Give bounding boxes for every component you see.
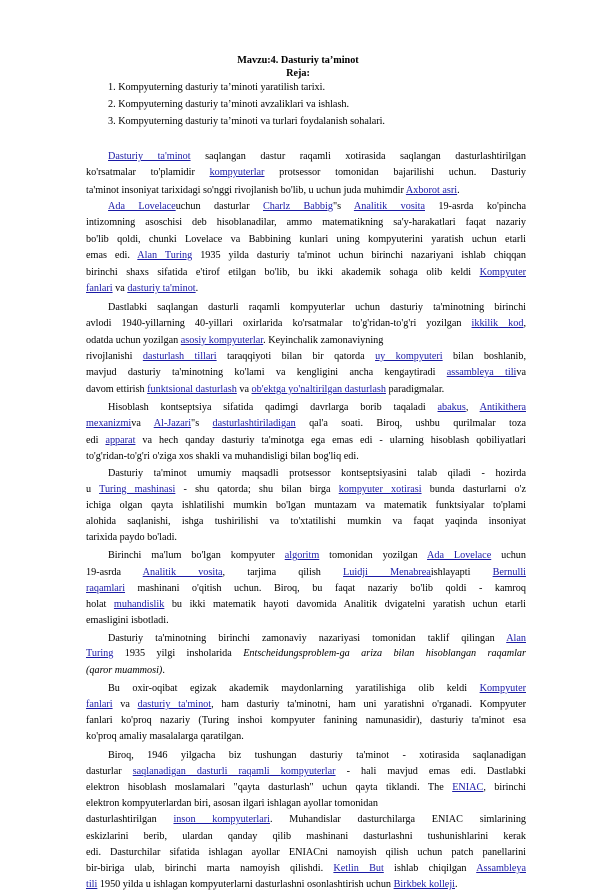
text-run: tomonidan yozilgan: [319, 550, 428, 561]
wiki-link[interactable]: dasturlashtiriladigan: [212, 418, 296, 429]
wiki-link[interactable]: assambleya tili: [446, 367, 517, 378]
wiki-link[interactable]: kompyuterlar: [209, 167, 265, 178]
paragraph-line: [86, 699, 526, 711]
paragraph-line: [86, 185, 460, 197]
wiki-link[interactable]: Turing: [86, 648, 114, 659]
wiki-link[interactable]: Bernulli: [492, 567, 526, 578]
text-run: Birinchi ma'lum bo'lgan kompyuter: [108, 550, 285, 561]
text-run: 1935 yilda dasturiy ta'minot uchun birinchi nazariyani ishlab chiqqan: [192, 250, 526, 261]
text-run: edi: [86, 435, 106, 446]
paragraph-line: [86, 782, 526, 794]
text-run: 19-asrda: [86, 567, 143, 578]
paragraph-line: [86, 665, 165, 677]
text-run: mavjud dasturiy ta'minotning ko'lami va kengligini ancha kengaytiradi: [86, 367, 447, 378]
text-run: Dastlabki saqlangan dasturli raqamli kompyuterlar uchun dasturiy ta'minotning birinchi: [108, 302, 526, 313]
text-run: - hali mavjud emas edi. Dastlabki: [335, 766, 526, 777]
text-run: saqlangan dastur raqamli xotirasida saqlangan dasturlashtirilgan: [190, 151, 527, 162]
text-run: va: [112, 283, 128, 294]
paragraph-line: [86, 648, 526, 660]
wiki-link[interactable]: Assambleya: [476, 863, 526, 874]
text-run: ta'minot insoniyat tarixidagi so'nggi rivojlanish bo'lib, u uchun juda muhimdir: [86, 185, 406, 196]
text-run: Biroq, 1946 yilgacha biz tushungan dasturiy ta'minot - xotirasida saqlanadigan: [108, 750, 526, 761]
paragraph-line: [86, 335, 383, 347]
paragraph-line: [86, 798, 378, 810]
text-run: edi. Dasturchilar sifatida ishlagan ayollar ENIACni namoyish qilish uchun patch panellarini: [86, 847, 526, 858]
paragraph-line: [86, 351, 526, 363]
text-run: bunda dasturlarni o'z: [421, 484, 526, 495]
text-run: .: [162, 665, 165, 676]
text-run: rivojlanishi: [86, 351, 143, 362]
text-run: dasturlar: [86, 766, 133, 777]
text-run: ,: [465, 402, 480, 413]
text-run: to'g'ridan-to'g'ri o'ziga xos shakli va muhandisligi bilan bog'liq edi.: [86, 451, 359, 462]
paragraph-line: [86, 583, 526, 595]
text-run: uchun: [491, 550, 526, 561]
paragraph-line: [86, 731, 244, 743]
wiki-link[interactable]: Ada Lovelace: [427, 550, 492, 561]
text-run: alohida saqlanishi, ishga tushirilishi va to'xtatilishi mumkin va faqat yaqinda insoniyat: [86, 516, 526, 527]
paragraph-line: [86, 267, 526, 279]
text-run: ko'rsatmalar to'plamidir: [86, 167, 210, 178]
text-run: va: [131, 418, 154, 429]
text-run: bu ikki matematik hayoti davomida Analitik dvigatelni yaratish uchun etarli: [164, 599, 527, 610]
paragraph-line: [86, 367, 526, 379]
text-run: Hisoblash kontseptsiya sifatida qadimgi davrlarga borib taqaladi: [108, 402, 438, 413]
text-run: . Keyinchalik zamonaviyning: [263, 335, 384, 346]
plan-item: 3. Kompyuterning dasturiy ta’minoti va turlari foydalanish sohalari.: [108, 116, 385, 127]
paragraph-line: [86, 384, 444, 396]
text-run: ,: [523, 318, 526, 329]
wiki-link[interactable]: Al-Jazari: [153, 418, 192, 429]
text-run: .: [195, 283, 199, 294]
text-run: , birinchi: [483, 782, 526, 793]
wiki-link[interactable]: Ketlin But: [333, 863, 384, 874]
text-run: elektron hisoblash moslamalari "qayta dasturlash" uchun qayta tiklandi. The: [86, 782, 453, 793]
text-run: fanlari ko'proq nazariy (Turing inshoi kompyuter fanining namunasidir), dasturiy ta'minot esa: [86, 715, 526, 726]
text-run: 19-asrda ko'pincha: [425, 201, 526, 212]
paragraph-line: [86, 435, 526, 447]
document-title: Mavzu:4. Dasturiy ta’minot: [237, 55, 359, 66]
wiki-link[interactable]: Dasturiy ta'minot: [108, 151, 191, 162]
paragraph-line: [86, 879, 458, 891]
paragraph-line: [86, 567, 526, 579]
paragraph-line: [86, 234, 526, 246]
paragraph-line: [86, 516, 526, 528]
text-run: protsessor tomonidan bajarilishi uchun. Dasturiy: [264, 167, 527, 178]
text-run: elektron kompyuterlardan biri, asosan ilgari ishlagan ayollar tomonidan: [86, 798, 378, 809]
paragraph-line: [86, 318, 526, 330]
paragraph-first-line: [108, 151, 526, 163]
wiki-link[interactable]: kompyuter xotirasi: [338, 484, 422, 495]
paragraph-line: [86, 500, 526, 512]
text-run: tarixida paydo bo'ladi.: [86, 532, 177, 543]
text-run: emas edi.: [86, 250, 138, 261]
wiki-link[interactable]: Luidji Menabrea: [343, 567, 431, 578]
wiki-link[interactable]: Kompyuter: [479, 267, 526, 278]
wiki-link[interactable]: dasturiy ta'minot: [127, 283, 196, 294]
wiki-link[interactable]: Analitik vosita: [142, 567, 223, 578]
text-run: eskizlarini berib, ulardan qanday qilib mashinani dasturlashni tushunishlarini kerak: [86, 831, 526, 842]
text-run: odatda uchun yozilgan: [86, 335, 181, 346]
wiki-link[interactable]: mexanizmi: [86, 418, 132, 429]
wiki-link[interactable]: Axborot asri: [405, 185, 458, 196]
paragraph-line: [86, 599, 526, 611]
text-run: va: [112, 699, 138, 710]
wiki-link[interactable]: Antikithera: [479, 402, 526, 413]
wiki-link[interactable]: algoritm: [284, 550, 320, 561]
text-run: birinchi shaxs sifatida e'tirof etilgan bo'lib, bu ikki akademik sohaga olib keldi: [86, 267, 480, 278]
wiki-link[interactable]: dasturlash tillari: [142, 351, 217, 362]
text-run: 1935 yilgi insholarida: [113, 648, 244, 659]
text-run: va: [236, 384, 252, 395]
paragraph-first-line: [108, 550, 526, 562]
text-run: intizomning asoschisi deb hisoblanadilar, ammo matematikning sa'y-harakatlari faqat nazariy: [86, 217, 526, 228]
text-run: , ham dasturiy ta'minotni, ham uni yaratishni o'rganadi. Kompyuter: [211, 699, 526, 710]
text-run: ishlayapti: [430, 567, 493, 578]
text-run: u: [86, 484, 100, 495]
wiki-link[interactable]: Turing mashinasi: [99, 484, 176, 495]
wiki-link[interactable]: apparat: [105, 435, 136, 446]
wiki-link[interactable]: ob'ektga yo'naltirilgan dasturlash: [251, 384, 386, 395]
paragraph-line: [86, 715, 526, 727]
paragraph-first-line: [108, 201, 526, 213]
paragraph-first-line: [108, 402, 526, 414]
plan-heading: Reja:: [286, 68, 310, 79]
wiki-link[interactable]: muhandislik: [113, 599, 165, 610]
wiki-link[interactable]: ikkilik kod: [471, 318, 524, 329]
paragraph-line: [86, 283, 198, 295]
wiki-link[interactable]: ENIAC: [452, 782, 484, 793]
text-run: Dasturiy ta'minot umumiy maqsadli protsessor kontseptsiyasini talab qiladi - hozirda: [108, 468, 526, 479]
text-run: va hech qanday dasturiy ta'minotga ega emas edi - ularning hisoblash qobiliyatlari: [135, 435, 526, 446]
wiki-link[interactable]: asosiy kompyuterlar: [180, 335, 264, 346]
paragraph-line: [86, 418, 526, 430]
text-run: .: [457, 185, 460, 196]
text-run: . Muhandislar dasturchilarga ENIAC simlarining: [270, 814, 527, 825]
text-run: ichiga olgan qayta ishlatilishi mumkin bo'lgan muntazam va matematik funktsiyalar to'plami: [86, 500, 526, 511]
text-run: holat: [86, 599, 114, 610]
text-run: davom ettirish: [86, 384, 148, 395]
text-run: "s: [332, 201, 354, 212]
plan-item: 1. Kompyuterning dasturiy ta’minoti yaratilish tarixi.: [108, 82, 326, 93]
plan-item: 2. Kompyuterning dasturiy ta’minoti avzaliklari va ishlash.: [108, 99, 350, 110]
text-run: qal'a soati. Biroq, ushbu qurilmalar toza: [295, 418, 526, 429]
text-run: uchun dasturlar: [175, 201, 263, 212]
wiki-link[interactable]: fanlari: [86, 699, 113, 710]
wiki-link[interactable]: Analitik vosita: [353, 201, 425, 212]
text-run: - shu qatorda; shu bilan birga: [175, 484, 339, 495]
paragraph-first-line: [108, 750, 526, 762]
text-run: paradigmalar.: [385, 384, 445, 395]
wiki-link[interactable]: raqamlari: [86, 583, 126, 594]
text-run: va: [516, 367, 526, 378]
wiki-link[interactable]: dasturiy ta'minot: [137, 699, 212, 710]
italic-text: Entscheidungsproblem-ga ariza bilan hisoblangan raqamlar: [243, 648, 526, 659]
paragraph-line: [86, 484, 526, 496]
text-run: ishlab chiqilgan: [383, 863, 477, 874]
paragraph-first-line: [108, 302, 526, 314]
text-run: bir-biriga ulab, birinchi marta namoyish qilishdi.: [86, 863, 334, 874]
paragraph-first-line: [108, 633, 526, 645]
paragraph-line: [86, 831, 526, 843]
paragraph-line: [86, 217, 526, 229]
wiki-link[interactable]: Kompyuter: [479, 683, 526, 694]
text-run: 1950 yilda u ishlagan kompyuterlarni dasturlashni osonlashtirish uchun: [97, 879, 394, 890]
paragraph-line: [86, 847, 526, 859]
wiki-link[interactable]: inson kompyuterlari: [173, 814, 270, 825]
wiki-link[interactable]: funktsional dasturlash: [147, 384, 237, 395]
text-run: bilan boshlanib,: [442, 351, 527, 362]
text-run: emasligini isbotladi.: [86, 615, 169, 626]
wiki-link[interactable]: Birkbek kolleji: [393, 879, 455, 890]
text-run: dasturlashtirilgan: [86, 814, 174, 825]
paragraph-line: [86, 532, 177, 544]
paragraph-line: [86, 863, 526, 875]
wiki-link[interactable]: fanlari: [86, 283, 113, 294]
text-run: , tarjima qilish: [222, 567, 344, 578]
paragraph-line: [86, 615, 169, 627]
paragraph-first-line: [108, 468, 526, 480]
text-run: avlodi 1940-yillarning 40-yillari oxirlarida ko'rsatmalar to'g'ridan-to'g'ri yozilgan: [86, 318, 472, 329]
paragraph-line: [86, 766, 526, 778]
paragraph-line: [86, 250, 526, 262]
text-run: Dasturiy ta'minotning birinchi zamonaviy nazariyasi tomonidan taklif qilingan: [108, 633, 507, 644]
wiki-link[interactable]: Alan: [506, 633, 526, 644]
wiki-link[interactable]: Charlz Babbig: [262, 201, 333, 212]
paragraph-line: [86, 451, 359, 463]
wiki-link[interactable]: saqlanadigan dasturli raqamli kompyuterlar: [132, 766, 336, 777]
italic-text: (qaror muammosi): [86, 665, 163, 676]
text-run: Bu oxir-oqibat egizak akademik maydonlarning yaratilishiga olib keldi: [108, 683, 480, 694]
wiki-link[interactable]: uy kompyuteri: [375, 351, 443, 362]
paragraph-first-line: [108, 683, 526, 695]
paragraph-line: [86, 814, 526, 826]
wiki-link[interactable]: tili: [86, 879, 98, 890]
text-run: .: [454, 879, 458, 890]
wiki-link[interactable]: abakus: [437, 402, 466, 413]
text-run: taraqqiyoti bilan bir qatorda: [216, 351, 376, 362]
text-run: "s: [191, 418, 213, 429]
paragraph-line: [86, 167, 526, 179]
text-run: bo'lib qoldi, chunki Lovelace va Babbining kunlari uning kompyuterini yaratish uchun etarli: [86, 234, 526, 245]
wiki-link[interactable]: Alan Turing: [137, 250, 193, 261]
wiki-link[interactable]: Ada Lovelace: [108, 201, 176, 212]
text-run: mashinani o'qitish uchun. Biroq, bu faqat nazariy bo'lib qoldi - kamroq: [125, 583, 526, 594]
text-run: ko'proq amaliy masalalarga qaratilgan.: [86, 731, 244, 742]
